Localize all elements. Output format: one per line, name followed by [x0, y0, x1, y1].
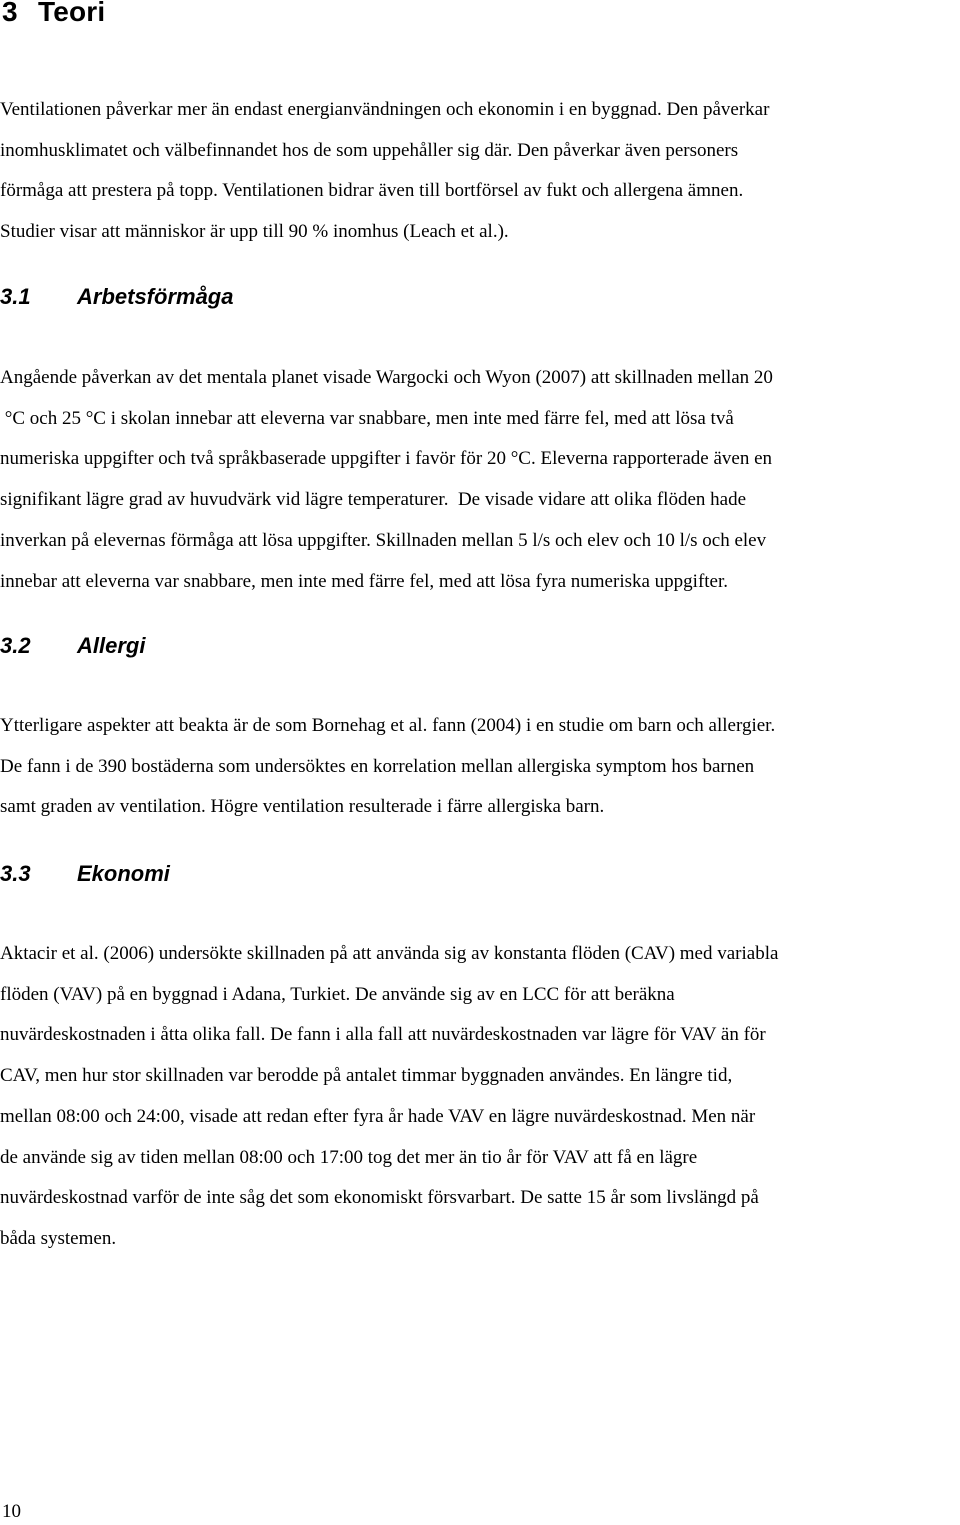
chapter-heading: [2, 0, 105, 30]
paragraph-line: Aktacir et al. (2006) undersökte skillnaden på att använda sig av konstanta flöden (CAV) med variabla: [0, 943, 779, 964]
paragraph-line: signifikant lägre grad av huvudvärk vid lägre temperaturer. De visade vidare att olika flöden hade: [0, 489, 747, 511]
paragraph-line: De fann i de 390 bostäderna som undersöktes en korrelation mellan allergiska symptom hos barnen: [0, 755, 755, 777]
paragraph-line: de använde sig av tiden mellan 08:00 och 17:00 tog det mer än tio år för VAV att få en lägre: [0, 1146, 698, 1168]
section-heading-allergi: [0, 632, 145, 660]
paragraph-line: nuvärdeskostnaden i åtta olika fall. De fann i alla fall att nuvärdeskostnaden var lägre för VAV än för: [0, 1024, 766, 1046]
paragraph-line: CAV, men hur stor skillnaden var berodde på antalet timmar byggnaden användes. En längre tid,: [0, 1065, 733, 1087]
chapter-number: 3: [2, 0, 18, 27]
section-title: Ekonomi: [77, 861, 170, 886]
intro-paragraph: [0, 90, 960, 253]
section-heading-ekonomi: [0, 860, 170, 888]
paragraph-line: °C och 25 °C i skolan innebar att eleverna var snabbare, men inte med färre fel, med att lösa två: [0, 407, 734, 429]
paragraph-line: Angående påverkan av det mentala planet visade Wargocki och Wyon (2007) att skillnaden mellan 20: [0, 367, 773, 388]
section-number: 3.1: [0, 284, 31, 309]
paragraph-line: inverkan på elevernas förmåga att lösa uppgifter. Skillnaden mellan 5 l/s och elev och 10 l/s och elev: [0, 529, 767, 551]
paragraph-line: numeriska uppgifter och två språkbaserade uppgifter i favör för 20 °C. Eleverna rapporterade även en: [0, 448, 773, 470]
paragraph-line: Ytterligare aspekter att beakta är de som Bornehag et al. fann (2004) i en studie om barn och allergier.: [0, 715, 776, 736]
section-title: Arbetsförmåga: [77, 284, 234, 309]
section-paragraph-arbetsformaga: [0, 358, 960, 602]
section-paragraph-ekonomi: [0, 934, 960, 1260]
paragraph-line: förmåga att prestera på topp. Ventilationen bidrar även till bortförsel av fukt och allergena ämnen.: [0, 180, 744, 202]
section-number: 3.3: [0, 861, 31, 886]
paragraph-line: flöden (VAV) på en byggnad i Adana, Turkiet. De använde sig av en LCC för att beräkna: [0, 983, 675, 1005]
section-number: 3.2: [0, 633, 31, 658]
page-number: 10: [2, 1501, 21, 1522]
paragraph-line: båda systemen.: [0, 1227, 117, 1249]
paragraph-line: samt graden av ventilation. Högre ventilation resulterade i färre allergiska barn.: [0, 796, 605, 818]
paragraph-line: Studier visar att människor är upp till 90 % inomhus (Leach et al.).: [0, 221, 509, 243]
paragraph-line: inomhusklimatet och välbefinnandet hos de som uppehåller sig där. Den påverkar även personers: [0, 139, 739, 161]
paragraph-line: nuvärdeskostnad varför de inte såg det som ekonomiskt försvarbart. De satte 15 år som livslängd på: [0, 1187, 759, 1209]
chapter-title: Teori: [38, 0, 106, 27]
section-title: Allergi: [77, 633, 146, 658]
paragraph-line: innebar att eleverna var snabbare, men inte med färre fel, med att lösa fyra numeriska uppgifter.: [0, 570, 729, 592]
paragraph-line: Ventilationen påverkar mer än endast energianvändningen och ekonomin i en byggnad. Den påverkar: [0, 99, 770, 120]
paragraph-line: mellan 08:00 och 24:00, visade att redan efter fyra år hade VAV en lägre nuvärdeskostnad. Men när: [0, 1105, 756, 1127]
section-heading-arbetsformaga: [0, 283, 233, 311]
section-paragraph-allergi: [0, 706, 960, 828]
